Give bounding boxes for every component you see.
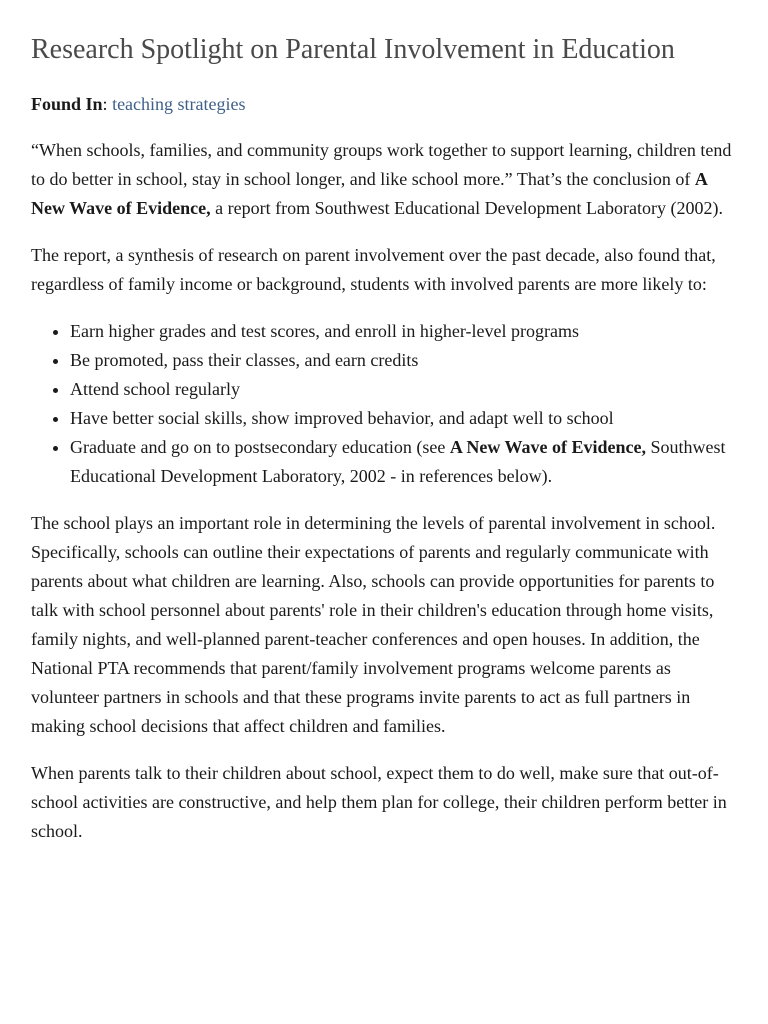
bullet-text-after: Southwest Educational Development Laboratory, 2002 - in references below). xyxy=(70,437,726,486)
found-in-label: Found In xyxy=(31,94,103,114)
outcomes-list xyxy=(31,317,736,491)
found-in-separator: : xyxy=(102,94,108,114)
intro-text-before: “When schools, families, and community groups work together to support learning, children tend to do better in school, stay in school longer, and like school more.” That’s the conclusion of xyxy=(31,140,732,189)
list-item: • Be promoted, pass their classes, and earn credits xyxy=(70,346,736,375)
list-item: • Have better social skills, show improved behavior, and adapt well to school xyxy=(70,404,736,433)
school-role-paragraph: The school plays an important role in determining the levels of parental involvement in school. Specifically, schools can outline their expectations of parents and regularly communicate with parents about what children are learning. Also, schools can provide opportunities for parents to talk with school personnel about parents' role in their children's education through home visits, family nights, and well-planned parent-teacher conferences and open houses. In addition, the National PTA recommends that parent/family involvement programs welcome parents as volunteer partners in schools and that these programs invite parents to act as full partners in making school decisions that affect children and families. xyxy=(31,513,716,736)
found-in-line xyxy=(31,92,736,116)
bullet-text-before: Graduate and go on to postsecondary education (see xyxy=(70,437,450,457)
list-item xyxy=(70,433,736,491)
article-title: Research Spotlight on Parental Involvement in Education xyxy=(31,34,675,65)
bullet-report-title-bold: A New Wave of Evidence, xyxy=(449,437,647,457)
synthesis-paragraph: The report, a synthesis of research on parent involvement over the past decade, also found that, regardless of family income or background, students with involved parents are more likely to: xyxy=(31,245,716,294)
report-title-bold: A New Wave of Evidence, xyxy=(31,169,707,218)
teaching-strategies-link[interactable]: teaching strategies xyxy=(112,94,246,114)
list-item: • Attend school regularly xyxy=(70,375,736,404)
list-item: • Earn higher grades and test scores, and enroll in higher-level programs xyxy=(70,317,736,346)
intro-text-after: a report from Southwest Educational Development Laboratory (2002). xyxy=(210,198,724,218)
parents-talk-paragraph: When parents talk to their children about school, expect them to do well, make sure that out-of-school activities are constructive, and help them plan for college, their children perform better in school. xyxy=(31,763,727,841)
intro-paragraph xyxy=(31,136,736,223)
